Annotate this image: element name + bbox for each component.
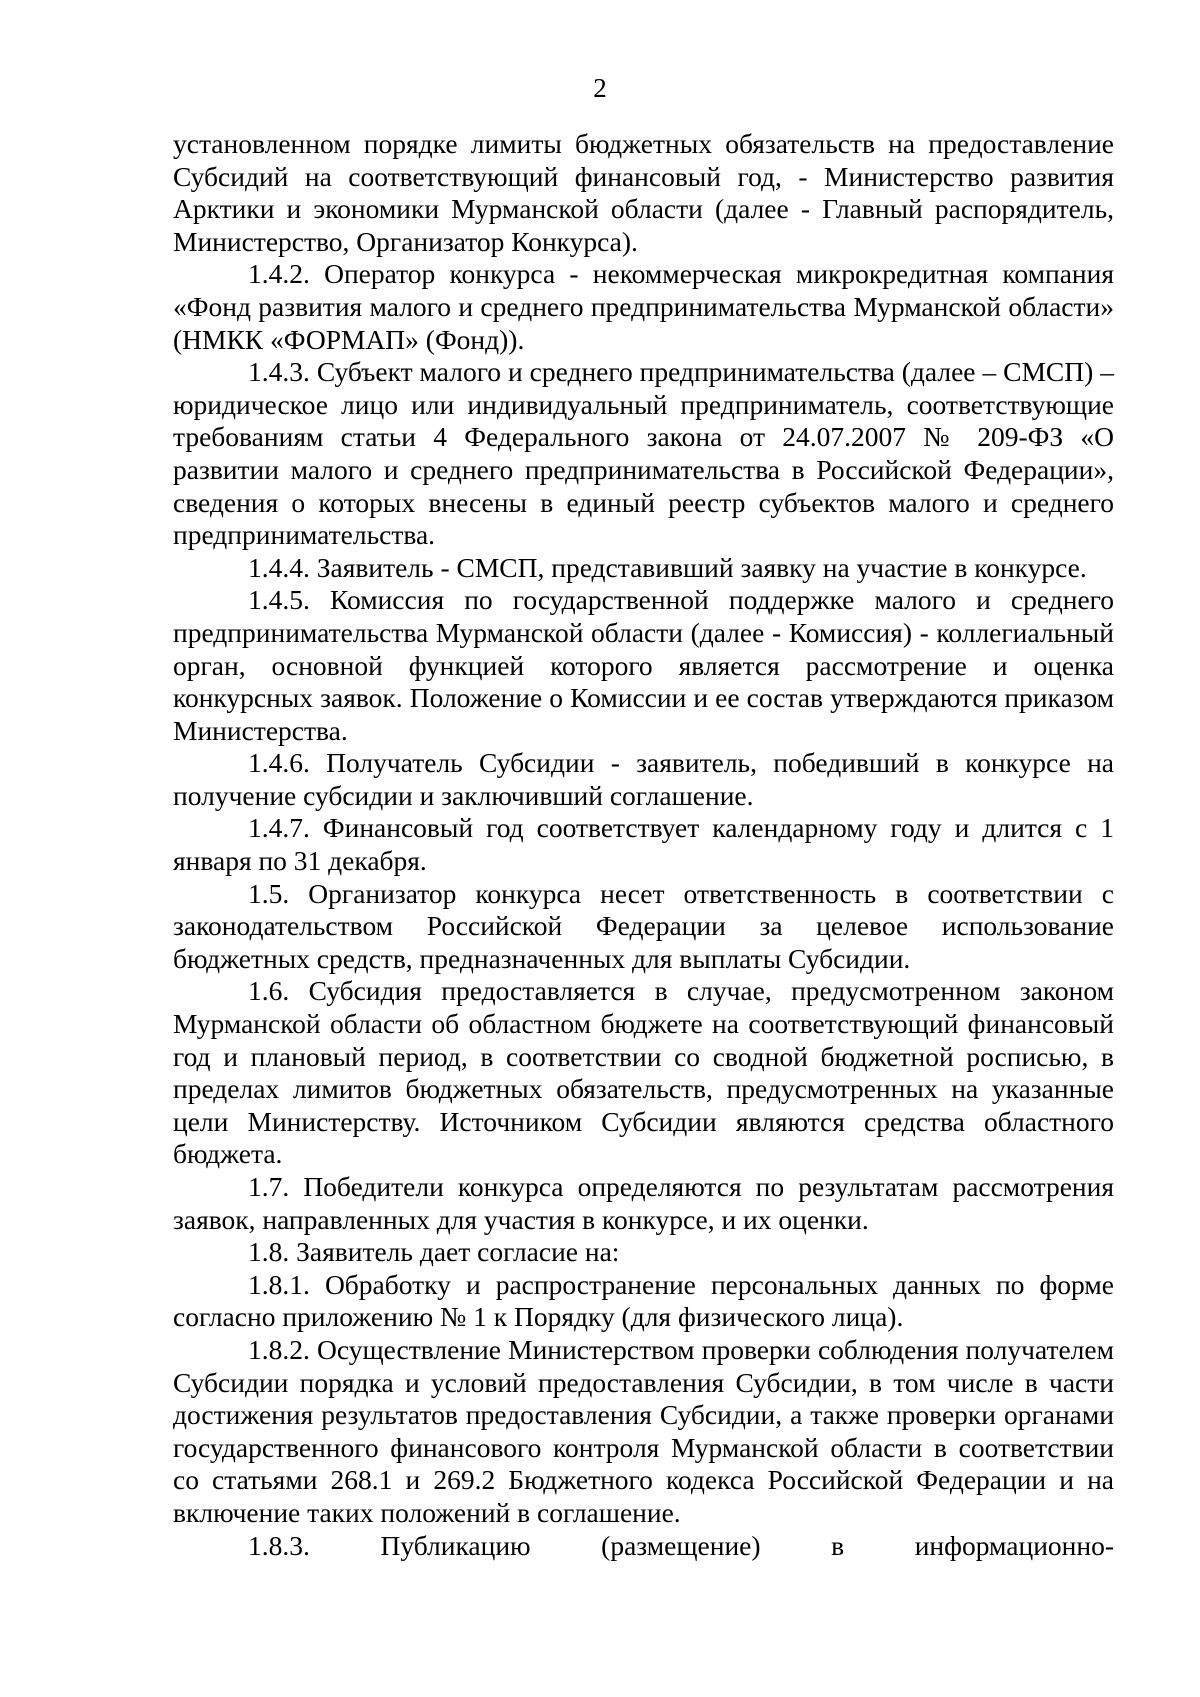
paragraph-1-8: 1.8. Заявитель дает согласие на: xyxy=(248,1236,620,1268)
paragraph-1-5: 1.5. Организатор конкурса несет ответственность в соответствии с законодательством Российской Федерации за целевое использование бюджетных средств, предназначенных для выплаты Субсидии. xyxy=(173,877,1114,974)
paragraph-1-6: 1.6. Субсидия предоставляется в случае, предусмотренном законом Мурманской области об областном бюджете на соответствующий финансовый год и плановый период, в соответствии со сводной бюджетной росписью, в пределах лимитов бюджетных обязательств, предусмотренных на указанные цели Министерству. Источником Субсидии являются средства областного бюджета. xyxy=(173,975,1114,1170)
paragraph-1-7: 1.7. Победители конкурса определяются по результатам рассмотрения заявок, направленных для участия в конкурсе, и их оценки. xyxy=(173,1171,1114,1235)
paragraph-1-8-1: 1.8.1. Обработку и распространение персональных данных по форме согласно приложению № 1 к Порядку (для физического лица). xyxy=(173,1268,1114,1333)
paragraph-1-4-7: 1.4.7. Финансовый год соответствует календарному году и длится с 1 января по 31 декабря. xyxy=(173,812,1114,877)
paragraph-1-4-5: 1.4.5. Комиссия по государственной поддержке малого и среднего предпринимательства Мурманской области (далее - Комиссия) - коллегиальный орган, основной функцией которого является рассмотрение и оценка конкурсных заявок. Положение о Комиссии и ее состав утверждаются приказом Министерства. xyxy=(173,584,1114,746)
document-body xyxy=(173,128,1114,1562)
paragraph-1-4-4: 1.4.4. Заявитель - СМСП, представивший заявку на участие в конкурсе. xyxy=(248,551,1087,583)
paragraph-1-8-2: 1.8.2. Осуществление Министерством проверки соблюдения получателем Субсидии порядка и условий предоставления Субсидии, в том числе в части достижения результатов предоставления Субсидии, а также проверки органами государственного финансового контроля Мурманской области в соответствии со статьями 268.1 и 269.2 Бюджетного кодекса Российской Федерации и на включение таких положений в соглашение. xyxy=(173,1333,1114,1528)
page-number: 2 xyxy=(593,73,607,103)
paragraph-1-4-3: 1.4.3. Субъект малого и среднего предпринимательства (далее – СМСП) – юридическое лицо или индивидуальный предприниматель, соответствующие требованиям статьи 4 Федерального закона от 24.07.2007 № 209-ФЗ «О развитии малого и среднего предпринимательства в Российской Федерации», сведения о которых внесены в единый реестр субъектов малого и среднего предпринимательства. xyxy=(173,356,1114,551)
paragraph-1-4-2: 1.4.2. Оператор конкурса - некоммерческая микрокредитная компания «Фонд развития малого и среднего предпринимательства Мурманской области» (НМКК «ФОРМАП» (Фонд)). xyxy=(173,258,1114,355)
paragraph-1-4-6: 1.4.6. Получатель Субсидии - заявитель, победивший в конкурсе на получение субсидии и заключивший соглашение. xyxy=(173,747,1114,811)
paragraph-continuation: установленном порядке лимиты бюджетных обязательств на предоставление Субсидий на соответствующий финансовый год, - Министерство развития Арктики и экономики Мурманской области (далее - Главный распорядитель, Министерство, Организатор Конкурса). xyxy=(173,128,1114,257)
paragraph-1-8-3: 1.8.3. Публикацию (размещение) в информационно- xyxy=(248,1529,1114,1561)
